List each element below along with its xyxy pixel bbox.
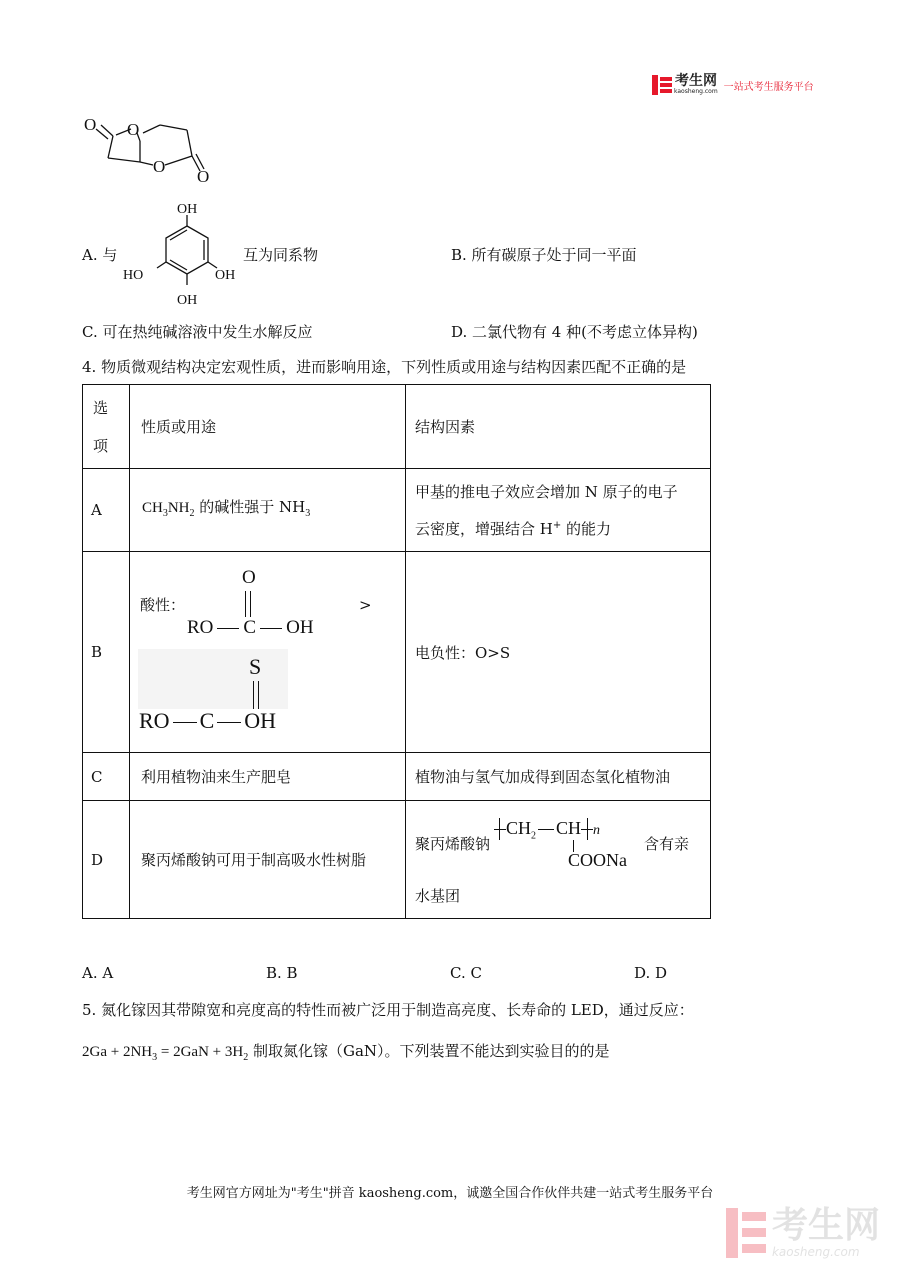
- table-row-d: [83, 801, 711, 919]
- watermark-sub: kaosheng.com: [771, 1245, 860, 1259]
- row-d-property: 聚丙烯酸钠可用于制高吸水性树脂: [141, 851, 367, 869]
- table-header-row: [83, 385, 711, 469]
- answer-a: A. A: [82, 964, 114, 982]
- formula2-main: RO C OH: [139, 707, 277, 733]
- pyrogallol-structure: [120, 198, 245, 310]
- table-row-b: [83, 552, 711, 753]
- row-b-reason: 电负性：O>S: [415, 643, 511, 662]
- answer-b: B. B: [266, 964, 298, 982]
- q3-option-d: D. 二氯代物有 4 种(不考虑立体异构): [451, 323, 698, 341]
- row-b-property: [130, 553, 405, 752]
- watermark-logo-icon: [726, 1208, 766, 1258]
- row-d-label: D: [91, 850, 104, 869]
- polymer-side-group: COONa: [568, 849, 627, 870]
- q5-equation: $2Ga + 2NH_3 = 2GaN + 3H_2$ 制取氮化镓（GaN）。下列装置不能达到实验目的的是: [82, 1042, 610, 1063]
- logo-name: 考生网: [675, 73, 717, 89]
- oxygen-label: O: [153, 157, 166, 176]
- answer-c: C. C: [450, 964, 482, 982]
- formula1-oxygen: O: [242, 566, 256, 588]
- table-row-c: [83, 753, 711, 801]
- logo-sub: kaosheng.com: [674, 88, 718, 95]
- q3-option-b: B. 所有碳原子处于同一平面: [451, 246, 637, 264]
- row-a-property: $CH_3NH_2$ 的碱性强于 $NH_3$: [142, 497, 311, 519]
- row-a-label: A: [91, 501, 102, 519]
- answer-d: D. D: [634, 964, 668, 982]
- header-option-1: 选: [93, 398, 109, 417]
- table-row-a: [83, 469, 711, 552]
- row-b-label: B: [91, 643, 103, 661]
- watermark-name: 考生网: [771, 1205, 880, 1246]
- hydroxyl-label: OH: [177, 293, 198, 308]
- logo-slogan: 一站式考生服务平台: [723, 81, 814, 93]
- row-c-label: C: [91, 767, 103, 786]
- header-logo: [652, 74, 814, 96]
- hydroxyl-label: OH: [177, 202, 198, 217]
- formula1-main: RO C OH: [187, 616, 314, 638]
- q3-option-c: C. 可在热纯碱溶液中发生水解反应: [82, 323, 313, 341]
- q5-stem: 5. 氮化镓因其带隙宽和亮度高的特性而被广泛用于制造高亮度、长寿命的 LED，通过反应：: [82, 1001, 694, 1019]
- q4-table: [82, 384, 711, 919]
- logo-icon: [652, 75, 672, 95]
- hydroxyl-label: OH: [215, 268, 236, 283]
- polymer-formula: $CH_2$ CH n: [494, 818, 600, 842]
- header-property: 性质或用途: [141, 418, 217, 436]
- q3-option-a-post: 互为同系物: [243, 246, 319, 264]
- row-c-property: 利用植物油来生产肥皂: [141, 768, 292, 786]
- compare-sign: >: [359, 595, 372, 614]
- q3-option-a-pre: A. 与: [82, 246, 118, 264]
- row-a-reason: 甲基的推电子效应会增加 N 原子的电子 云密度，增强结合 H+ 的能力: [415, 482, 678, 538]
- header-option-2: 项: [93, 436, 109, 455]
- oxygen-label: O: [84, 115, 97, 134]
- acidity-prefix: 酸性：: [140, 595, 186, 614]
- footer-text: 考生网官方网址为"考生"拼音 kaosheng.com，诚邀全国合作伙伴共建一站式考生服务平台: [186, 1186, 714, 1201]
- oxygen-label: O: [197, 167, 210, 186]
- formula2-sulfur: S: [249, 653, 262, 679]
- q4-stem: 4. 物质微观结构决定宏观性质，进而影响用途，下列性质或用途与结构因素匹配不正确的是: [82, 358, 687, 376]
- row-d-reason: 聚丙烯酸钠 含有亲 水基团 $CH_2$ CH n COONa: [415, 817, 690, 905]
- header-reason: 结构因素: [415, 418, 476, 436]
- hydroxyl-label: HO: [123, 268, 144, 283]
- row-c-reason: 植物油与氢气加成得到固态氢化植物油: [415, 768, 671, 786]
- oxygen-label: O: [127, 120, 140, 139]
- spiro-lactone-structure: [80, 108, 220, 188]
- watermark: [726, 1207, 880, 1259]
